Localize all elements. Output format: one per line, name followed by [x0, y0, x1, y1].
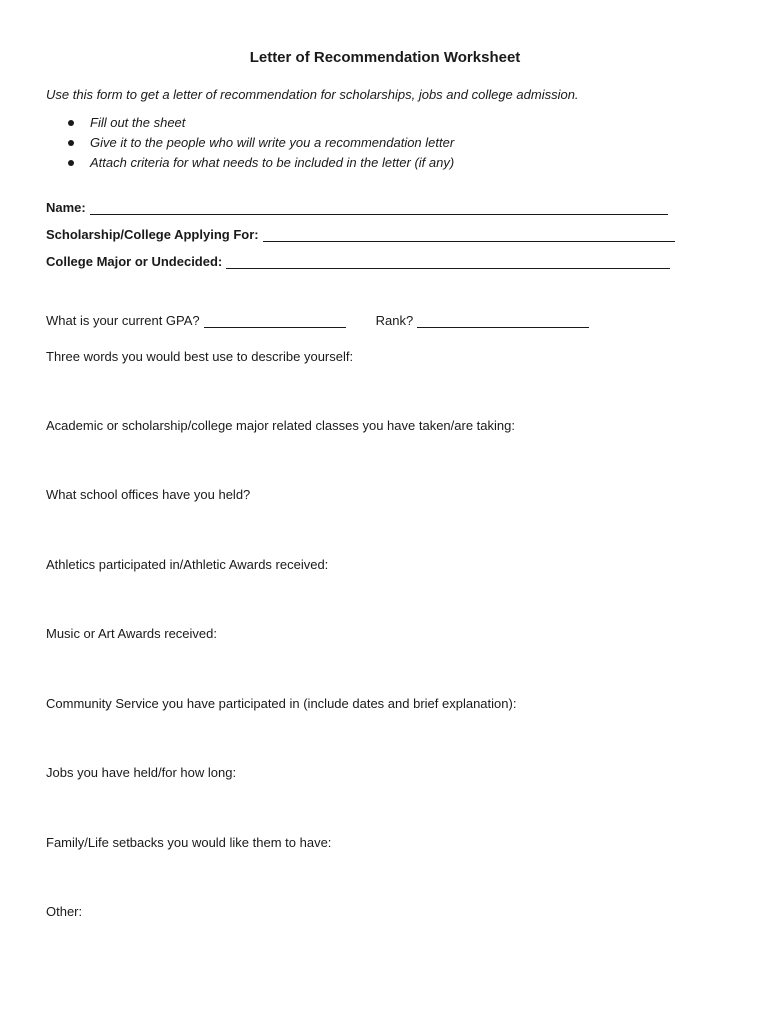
instruction-item — [64, 133, 454, 153]
major-field-row — [46, 254, 670, 269]
question-athletics: Athletics participated in/Athletic Awards received: — [46, 557, 329, 572]
instruction-list — [64, 113, 454, 173]
question-three-words: Three words you would best use to describe yourself: — [46, 349, 354, 364]
bullet-icon — [68, 160, 74, 166]
gpa-label: What is your current GPA? — [46, 313, 200, 328]
scholarship-label: Scholarship/College Applying For: — [46, 227, 259, 242]
question-classes: Academic or scholarship/college major related classes you have taken/are taking: — [46, 418, 515, 433]
major-input-line[interactable] — [226, 254, 670, 269]
name-label: Name: — [46, 200, 86, 215]
instruction-item — [64, 113, 454, 133]
question-jobs: Jobs you have held/for how long: — [46, 765, 237, 780]
name-field-row — [46, 200, 668, 215]
page-title: Letter of Recommendation Worksheet — [249, 49, 521, 66]
intro-text: Use this form to get a letter of recommendation for scholarships, jobs and college admission. — [46, 87, 579, 102]
rank-input-line[interactable] — [417, 313, 589, 328]
name-input-line[interactable] — [90, 200, 668, 215]
gpa-input-line[interactable] — [204, 313, 346, 328]
gpa-rank-row — [46, 313, 589, 328]
question-music-art: Music or Art Awards received: — [46, 626, 217, 641]
question-community-service: Community Service you have participated in (include dates and brief explanation): — [46, 696, 517, 711]
scholarship-input-line[interactable] — [263, 227, 675, 242]
instruction-text: Fill out the sheet — [90, 115, 186, 130]
question-setbacks: Family/Life setbacks you would like them to have: — [46, 835, 332, 850]
rank-label: Rank? — [375, 313, 414, 328]
instruction-item — [64, 153, 454, 173]
bullet-icon — [68, 140, 74, 146]
instruction-text: Give it to the people who will write you a recommendation letter — [90, 135, 455, 150]
question-offices: What school offices have you held? — [46, 487, 251, 502]
question-other: Other: — [46, 904, 83, 919]
bullet-icon — [68, 120, 74, 126]
major-label: College Major or Undecided: — [46, 254, 223, 269]
scholarship-field-row — [46, 227, 675, 242]
instruction-text: Attach criteria for what needs to be included in the letter (if any) — [90, 155, 455, 170]
